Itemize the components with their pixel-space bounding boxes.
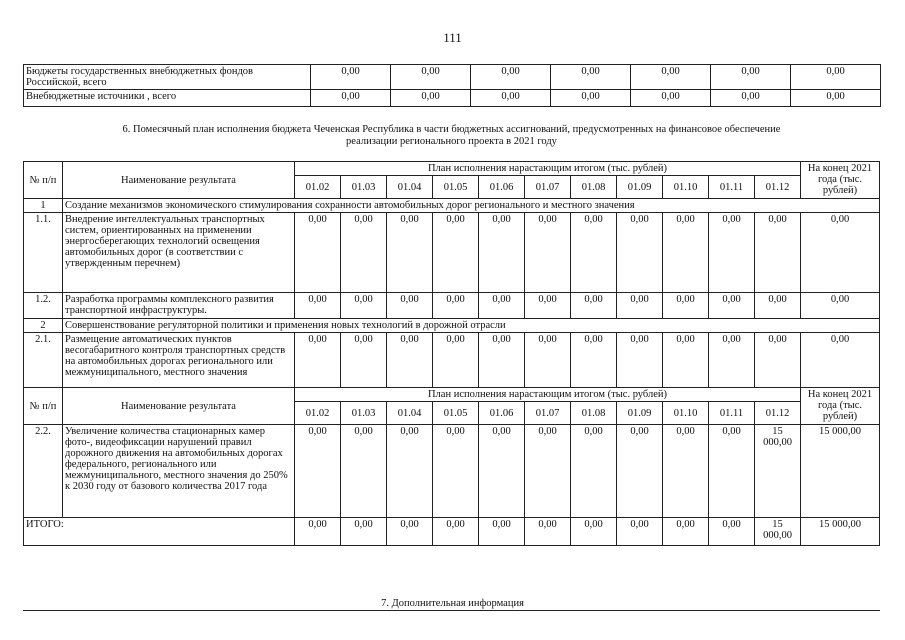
total-value: 0,00 [617, 518, 663, 546]
month-value: 0,00 [571, 293, 617, 319]
summary-cell: 0,00 [471, 90, 551, 107]
month-value: 0,00 [617, 333, 663, 388]
table-row [24, 293, 880, 319]
month-value: 0,00 [755, 213, 801, 293]
column-header-month: 01.12 [755, 176, 801, 199]
column-header-end: На конец 2021 года (тыс. рублей) [801, 388, 880, 425]
column-header-end: На конец 2021 года (тыс. рублей) [801, 162, 880, 199]
end-value: 15 000,00 [801, 425, 880, 518]
month-value: 0,00 [755, 293, 801, 319]
column-header-month: 01.11 [709, 176, 755, 199]
column-header-month: 01.08 [571, 402, 617, 425]
month-value: 0,00 [709, 425, 755, 518]
column-header-month: 01.07 [525, 176, 571, 199]
column-header-name: Наименование результата [63, 388, 295, 425]
month-value: 0,00 [525, 293, 571, 319]
table-row [24, 425, 880, 518]
month-value: 0,00 [387, 333, 433, 388]
month-value: 0,00 [617, 425, 663, 518]
page-number: 111 [443, 30, 462, 45]
month-value: 0,00 [709, 333, 755, 388]
month-value: 0,00 [479, 333, 525, 388]
column-header-month: 01.07 [525, 402, 571, 425]
column-header-month: 01.03 [341, 176, 387, 199]
month-value: 0,00 [341, 333, 387, 388]
section-6-title-line1: 6. Помесячный план исполнения бюджета Чеченская Республика в части бюджетных ассигнований, предусмотренных на финансовое обеспечение [122, 124, 781, 135]
month-value: 0,00 [663, 213, 709, 293]
month-value: 0,00 [663, 425, 709, 518]
total-value: 0,00 [663, 518, 709, 546]
column-header-month: 01.10 [663, 402, 709, 425]
column-header-num: № п/п [24, 162, 63, 199]
summary-cell: 0,00 [311, 90, 391, 107]
month-value: 0,00 [433, 213, 479, 293]
row-num: 2.2. [24, 425, 63, 518]
column-header-month: 01.04 [387, 402, 433, 425]
month-value: 0,00 [295, 213, 341, 293]
month-value: 0,00 [341, 293, 387, 319]
section-7-title: 7. Дополнительная информация [381, 598, 524, 609]
column-header-month: 01.09 [617, 402, 663, 425]
column-header-month: 01.09 [617, 176, 663, 199]
table-row [24, 333, 880, 388]
row-name: Разработка программы комплексного развития транспортной инфраструктуры. [63, 293, 295, 319]
total-value: 0,00 [387, 518, 433, 546]
month-value: 0,00 [479, 425, 525, 518]
table-row [24, 213, 880, 293]
end-value: 0,00 [801, 213, 880, 293]
summary-table [23, 64, 881, 107]
column-header-month: 01.08 [571, 176, 617, 199]
total-value: 0,00 [709, 518, 755, 546]
row-num: 1.2. [24, 293, 63, 319]
column-header-month: 01.02 [295, 402, 341, 425]
column-header-num: № п/п [24, 388, 63, 425]
summary-cell: 0,00 [631, 90, 711, 107]
table-row [24, 65, 881, 90]
summary-cell: 0,00 [791, 90, 881, 107]
summary-cell: 0,00 [631, 65, 711, 90]
summary-label: Внебюджетные источники , всего [24, 90, 311, 107]
column-header-month: 01.11 [709, 402, 755, 425]
summary-cell: 0,00 [711, 65, 791, 90]
total-value: 15 000,00 [755, 518, 801, 546]
month-value: 0,00 [525, 333, 571, 388]
month-value: 0,00 [525, 425, 571, 518]
page-divider [23, 610, 880, 611]
total-value: 0,00 [433, 518, 479, 546]
column-header-plan: План исполнения нарастающим итогом (тыс. рублей) [295, 162, 801, 176]
month-value: 0,00 [433, 293, 479, 319]
month-value: 0,00 [663, 333, 709, 388]
end-value: 0,00 [801, 333, 880, 388]
summary-cell: 0,00 [391, 65, 471, 90]
column-header-month: 01.05 [433, 402, 479, 425]
row-num: 1.1. [24, 213, 63, 293]
month-value: 0,00 [709, 213, 755, 293]
month-value: 15 000,00 [755, 425, 801, 518]
header-repeat-row-1 [24, 388, 880, 402]
month-value: 0,00 [709, 293, 755, 319]
month-value: 0,00 [387, 425, 433, 518]
column-header-month: 01.06 [479, 176, 525, 199]
section-6-title [23, 124, 880, 148]
row-num: 2.1. [24, 333, 63, 388]
table-row [24, 90, 881, 107]
row-name: Внедрение интеллектуальных транспортных систем, ориентированных на применении энергосберегающих технологий освещения автомобильных дорог (в соответствии с утвержденным перечнем) [63, 213, 295, 293]
total-value: 0,00 [295, 518, 341, 546]
month-value: 0,00 [387, 213, 433, 293]
total-label: ИТОГО: [24, 518, 295, 546]
group-title: Совершенствование регуляторной политики и применения новых технологий в дорожной отрасли [63, 319, 880, 333]
row-name: Увеличение количества стационарных камер фото-, видеофиксации нарушений правил дорожного движения на автомобильных дорогах федерального, регионального или межмуниципального, местного значения до 250% к 2030 году от базового количества 2017 года [63, 425, 295, 518]
month-value: 0,00 [663, 293, 709, 319]
row-name: Размещение автоматических пунктов весогабаритного контроля транспортных средств на автомобильных дорогах регионального или межмуниципального, местного значения [63, 333, 295, 388]
column-header-month: 01.02 [295, 176, 341, 199]
group-row [24, 319, 880, 333]
summary-cell: 0,00 [311, 65, 391, 90]
section-6-title-line2: реализации регионального проекта в 2021 году [346, 136, 557, 147]
column-header-month: 01.10 [663, 176, 709, 199]
column-header-month: 01.05 [433, 176, 479, 199]
month-value: 0,00 [387, 293, 433, 319]
month-value: 0,00 [295, 425, 341, 518]
summary-cell: 0,00 [551, 65, 631, 90]
group-title: Создание механизмов экономического стимулирования сохранности автомобильных дорог регионального и местного значения [63, 199, 880, 213]
end-value: 0,00 [801, 293, 880, 319]
column-header-month: 01.04 [387, 176, 433, 199]
total-end-value: 15 000,00 [801, 518, 880, 546]
summary-cell: 0,00 [391, 90, 471, 107]
month-value: 0,00 [617, 293, 663, 319]
month-value: 0,00 [341, 425, 387, 518]
month-value: 0,00 [525, 213, 571, 293]
total-value: 0,00 [525, 518, 571, 546]
month-value: 0,00 [755, 333, 801, 388]
month-value: 0,00 [341, 213, 387, 293]
header-row-1 [24, 162, 880, 176]
total-value: 0,00 [571, 518, 617, 546]
summary-cell: 0,00 [551, 90, 631, 107]
total-row [24, 518, 880, 546]
month-value: 0,00 [295, 293, 341, 319]
month-value: 0,00 [571, 213, 617, 293]
group-num: 1 [24, 199, 63, 213]
month-value: 0,00 [571, 425, 617, 518]
summary-cell: 0,00 [471, 65, 551, 90]
summary-label: Бюджеты государственных внебюджетных фондов Российской, всего [24, 65, 311, 90]
total-value: 0,00 [479, 518, 525, 546]
budget-plan-table [23, 161, 880, 546]
column-header-month: 01.06 [479, 402, 525, 425]
month-value: 0,00 [571, 333, 617, 388]
column-header-name: Наименование результата [63, 162, 295, 199]
month-value: 0,00 [479, 213, 525, 293]
summary-cell: 0,00 [711, 90, 791, 107]
column-header-plan: План исполнения нарастающим итогом (тыс. рублей) [295, 388, 801, 402]
month-value: 0,00 [617, 213, 663, 293]
month-value: 0,00 [433, 333, 479, 388]
total-value: 0,00 [341, 518, 387, 546]
column-header-month: 01.03 [341, 402, 387, 425]
summary-cell: 0,00 [791, 65, 881, 90]
group-num: 2 [24, 319, 63, 333]
month-value: 0,00 [433, 425, 479, 518]
group-row [24, 199, 880, 213]
column-header-month: 01.12 [755, 402, 801, 425]
month-value: 0,00 [295, 333, 341, 388]
month-value: 0,00 [479, 293, 525, 319]
